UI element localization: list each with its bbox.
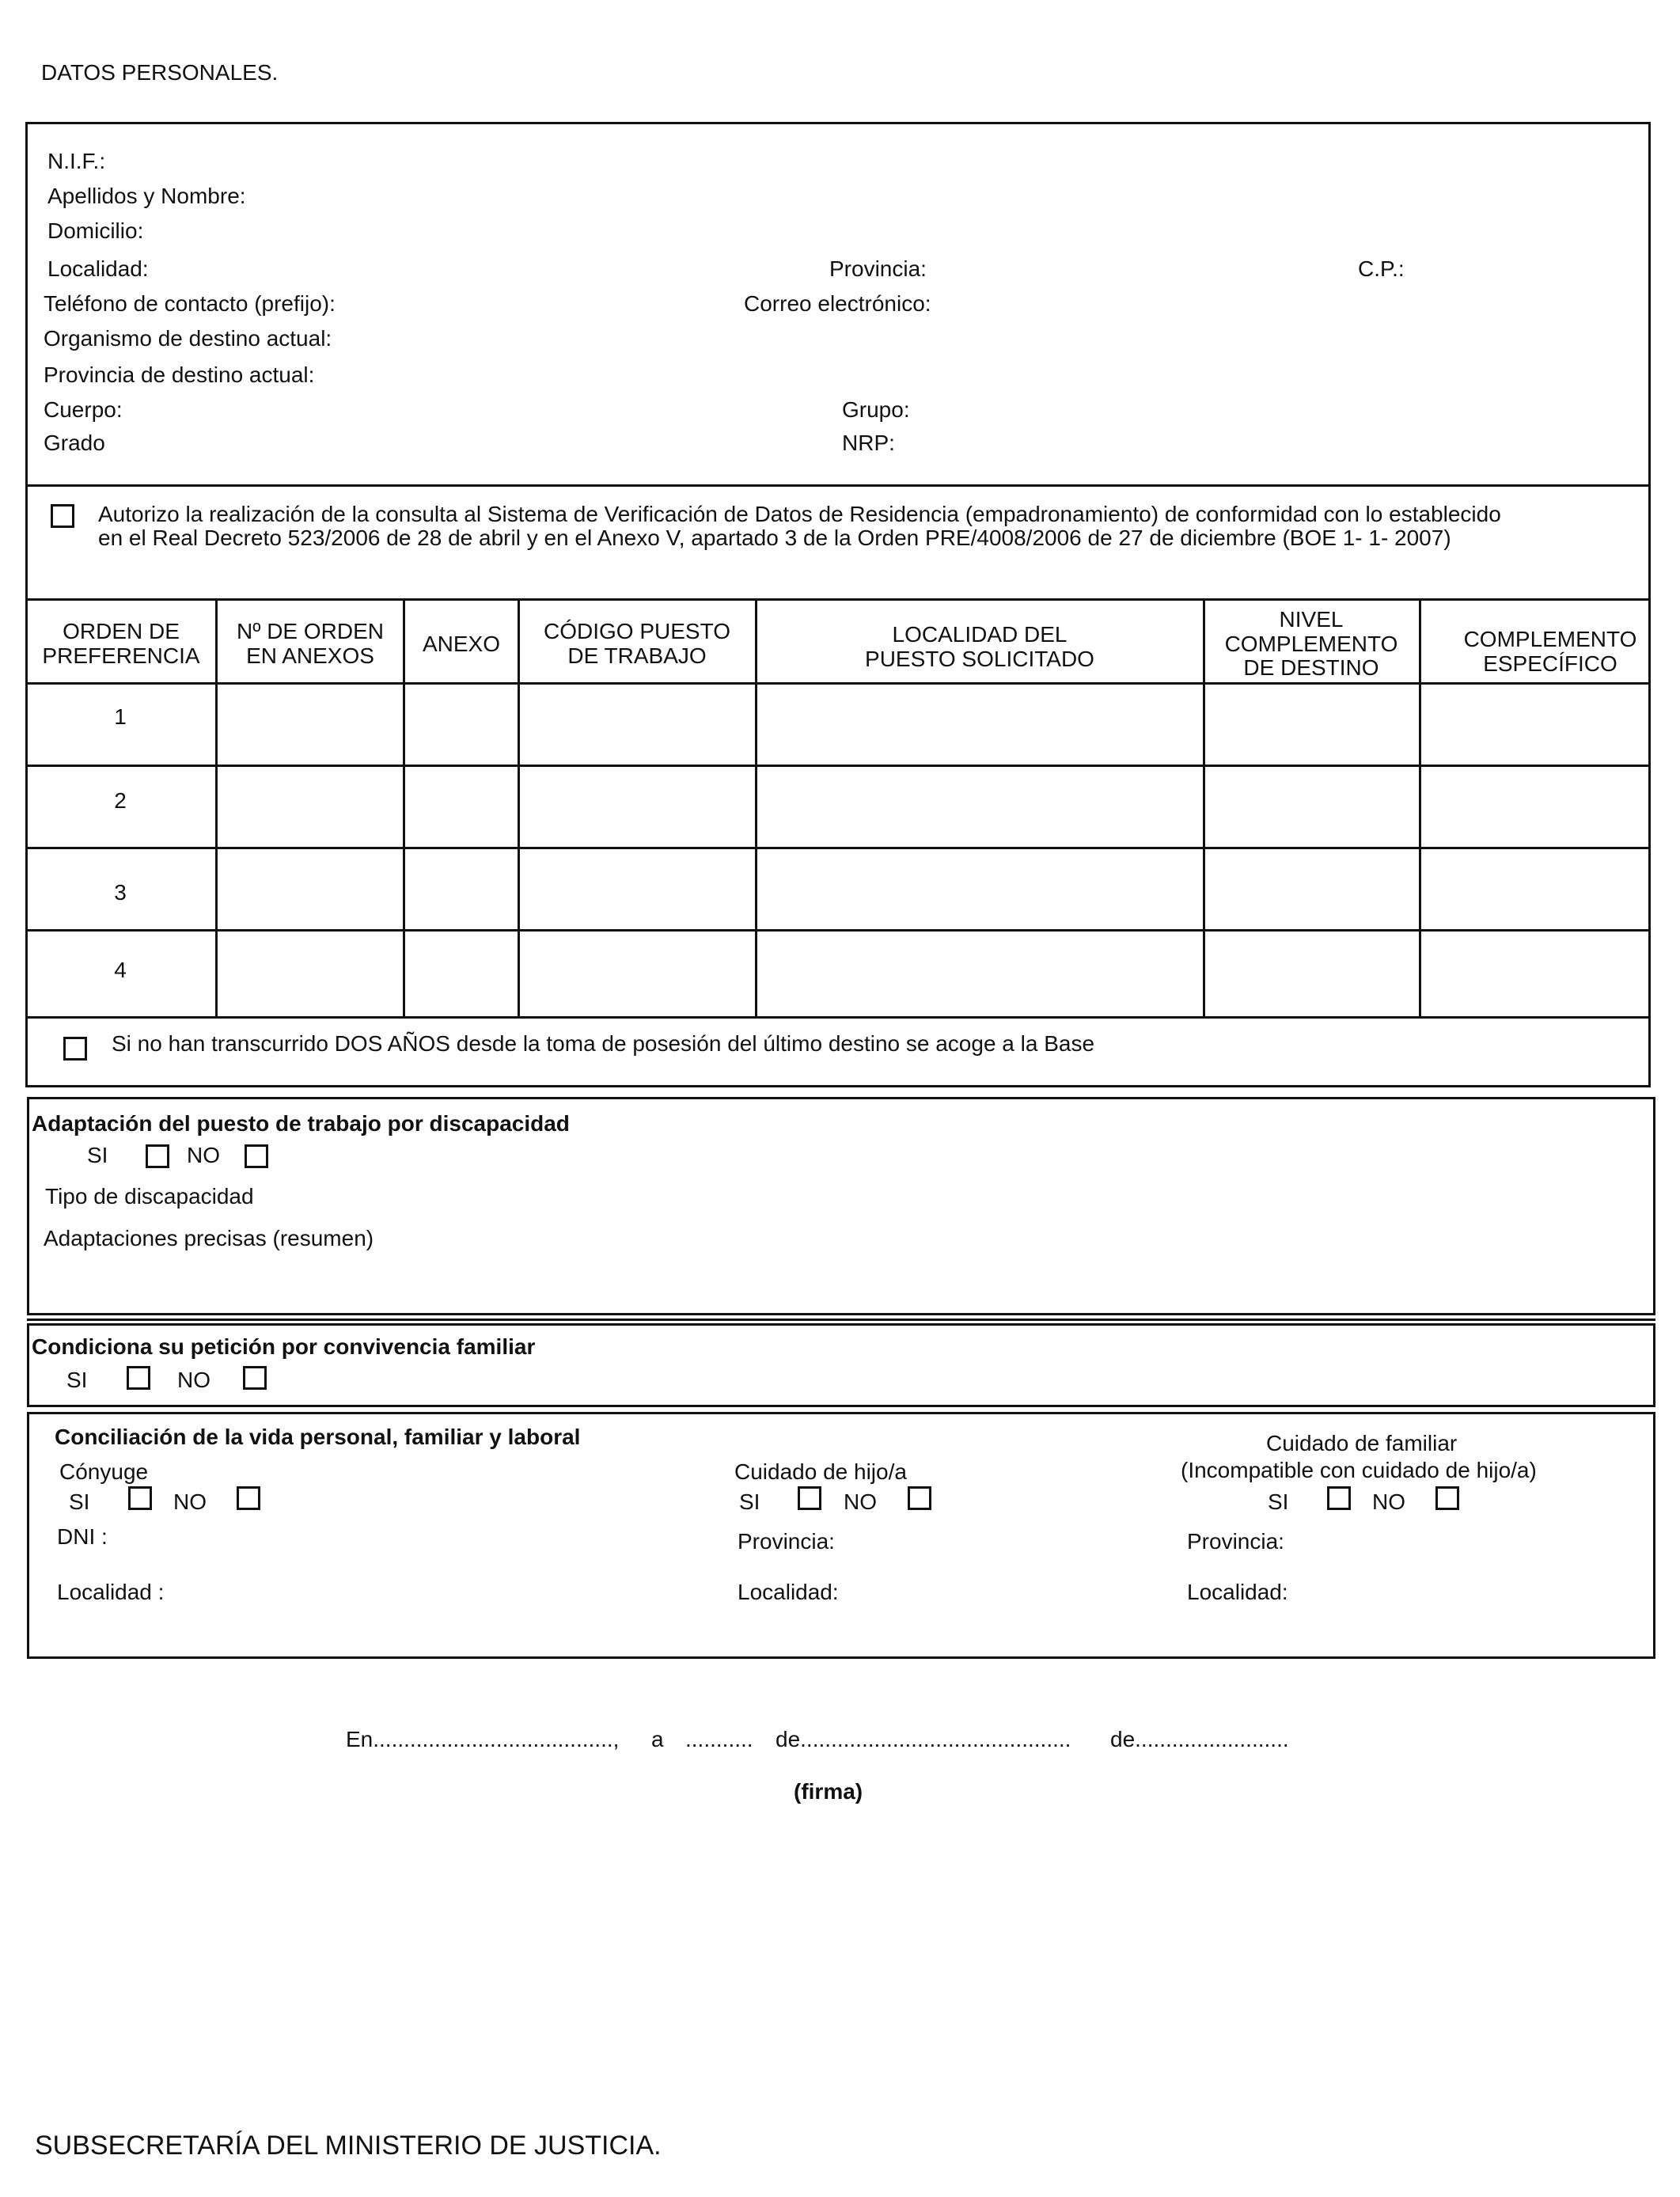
signature-firma: (firma)	[794, 1779, 863, 1804]
two-years-checkbox[interactable]	[63, 1037, 87, 1061]
table-row-line	[25, 929, 1651, 932]
two-years-label: Si no han transcurrido DOS AÑOS desde la toma de posesión del último destino se acoge a la Base	[112, 1031, 1095, 1056]
header-specific-complement: COMPLEMENTO ESPECÍFICO	[1463, 627, 1637, 676]
child-care-label: Cuidado de hijo/a	[734, 1459, 907, 1484]
signature-month: de............................................	[776, 1727, 1071, 1751]
spouse-locality-label: Localidad :	[57, 1580, 165, 1604]
separator	[27, 1319, 1655, 1321]
relative-no-label: NO	[1372, 1489, 1405, 1514]
signature-day: ...........	[685, 1727, 753, 1751]
table-row-number: 1	[114, 704, 127, 729]
header-job-code: CÓDIGO PUESTO DE TRABAJO	[544, 619, 730, 668]
signature-place: En.......................................,	[346, 1727, 620, 1751]
table-row-number: 3	[114, 880, 127, 905]
table-row-line	[25, 847, 1651, 849]
grade-label: Grado	[44, 431, 105, 455]
conciliation-title: Conciliación de la vida personal, familiar y laboral	[55, 1425, 581, 1449]
body-label: Cuerpo:	[44, 397, 123, 422]
phone-label: Teléfono de contacto (prefijo):	[44, 291, 336, 316]
relative-no-checkbox[interactable]	[1435, 1486, 1459, 1510]
relative-locality-label: Localidad:	[1187, 1580, 1288, 1604]
page-title: DATOS PERSONALES.	[41, 60, 279, 85]
destination-province-label: Provincia de destino actual:	[44, 362, 315, 387]
relative-province-label: Provincia:	[1187, 1529, 1284, 1554]
name-label: Apellidos y Nombre:	[47, 184, 246, 208]
relative-care-label: Cuidado de familiar	[1266, 1431, 1458, 1455]
nif-label: N.I.F.:	[47, 149, 106, 173]
header-order-preference: ORDEN DE PREFERENCIA	[42, 619, 200, 668]
disability-si-label: SI	[87, 1143, 108, 1167]
child-si-label: SI	[739, 1489, 760, 1514]
spouse-label: Cónyuge	[59, 1459, 149, 1484]
authorization-line2: en el Real Decreto 523/2006 de 28 de abril y en el Anexo V, apartado 3 de la Orden PRE/4008/2006 de 27 de diciembre (BOE 1- 1- 2007)	[98, 526, 1451, 550]
authorization-line1: Autorizo la realización de la consulta al Sistema de Verificación de Datos de Residencia (empadronamiento) de conformidad con lo establecido	[98, 502, 1501, 526]
email-label: Correo electrónico:	[744, 291, 931, 316]
spouse-si-checkbox[interactable]	[128, 1486, 152, 1510]
table-row-number: 2	[114, 788, 127, 813]
relative-care-note: (Incompatible con cuidado de hijo/a)	[1181, 1458, 1537, 1482]
disability-no-checkbox[interactable]	[245, 1144, 268, 1168]
relative-si-checkbox[interactable]	[1327, 1486, 1351, 1510]
spouse-si-label: SI	[69, 1489, 90, 1514]
organism-label: Organismo de destino actual:	[44, 326, 332, 351]
header-level-complement: NIVEL COMPLEMENTO DE DESTINO	[1224, 606, 1398, 681]
child-no-checkbox[interactable]	[908, 1486, 931, 1510]
disability-type-label: Tipo de discapacidad	[45, 1184, 254, 1209]
province-label: Provincia:	[829, 256, 927, 281]
locality-label: Localidad:	[47, 256, 149, 281]
table-header-line	[25, 682, 1651, 685]
family-si-checkbox[interactable]	[127, 1366, 150, 1390]
adaptations-label: Adaptaciones precisas (resumen)	[44, 1226, 374, 1250]
table-row-number: 4	[114, 958, 127, 982]
divider	[25, 484, 1651, 487]
authorization-checkbox[interactable]	[51, 504, 74, 528]
signature-a: a	[651, 1727, 664, 1751]
signature-year: de.........................	[1110, 1727, 1289, 1751]
spouse-no-checkbox[interactable]	[237, 1486, 260, 1510]
address-label: Domicilio:	[47, 218, 144, 243]
family-title: Condiciona su petición por convivencia familiar	[32, 1334, 536, 1359]
child-no-label: NO	[844, 1489, 877, 1514]
group-label: Grupo:	[842, 397, 910, 422]
child-province-label: Provincia:	[738, 1529, 835, 1554]
disability-title: Adaptación del puesto de trabajo por discapacidad	[32, 1111, 570, 1136]
family-si-label: SI	[66, 1368, 88, 1392]
table-row-line	[25, 765, 1651, 767]
header-annex-order: Nº DE ORDEN EN ANEXOS	[236, 619, 385, 668]
disability-si-checkbox[interactable]	[146, 1144, 169, 1168]
table-bottom-line	[25, 1016, 1651, 1019]
postal-code-label: C.P.:	[1358, 256, 1405, 281]
family-no-label: NO	[177, 1368, 210, 1392]
child-si-checkbox[interactable]	[798, 1486, 821, 1510]
disability-no-label: NO	[187, 1143, 220, 1167]
family-no-checkbox[interactable]	[243, 1366, 267, 1390]
footer-text: SUBSECRETARÍA DEL MINISTERIO DE JUSTICIA.	[35, 2131, 662, 2161]
child-locality-label: Localidad:	[738, 1580, 839, 1604]
spouse-no-label: NO	[173, 1489, 207, 1514]
header-job-locality: LOCALIDAD DEL PUESTO SOLICITADO	[865, 622, 1094, 671]
spouse-dni-label: DNI :	[57, 1524, 108, 1549]
nrp-label: NRP:	[842, 431, 895, 455]
table-top-line	[25, 598, 1651, 601]
header-annex: ANEXO	[422, 631, 501, 656]
relative-si-label: SI	[1268, 1489, 1289, 1514]
